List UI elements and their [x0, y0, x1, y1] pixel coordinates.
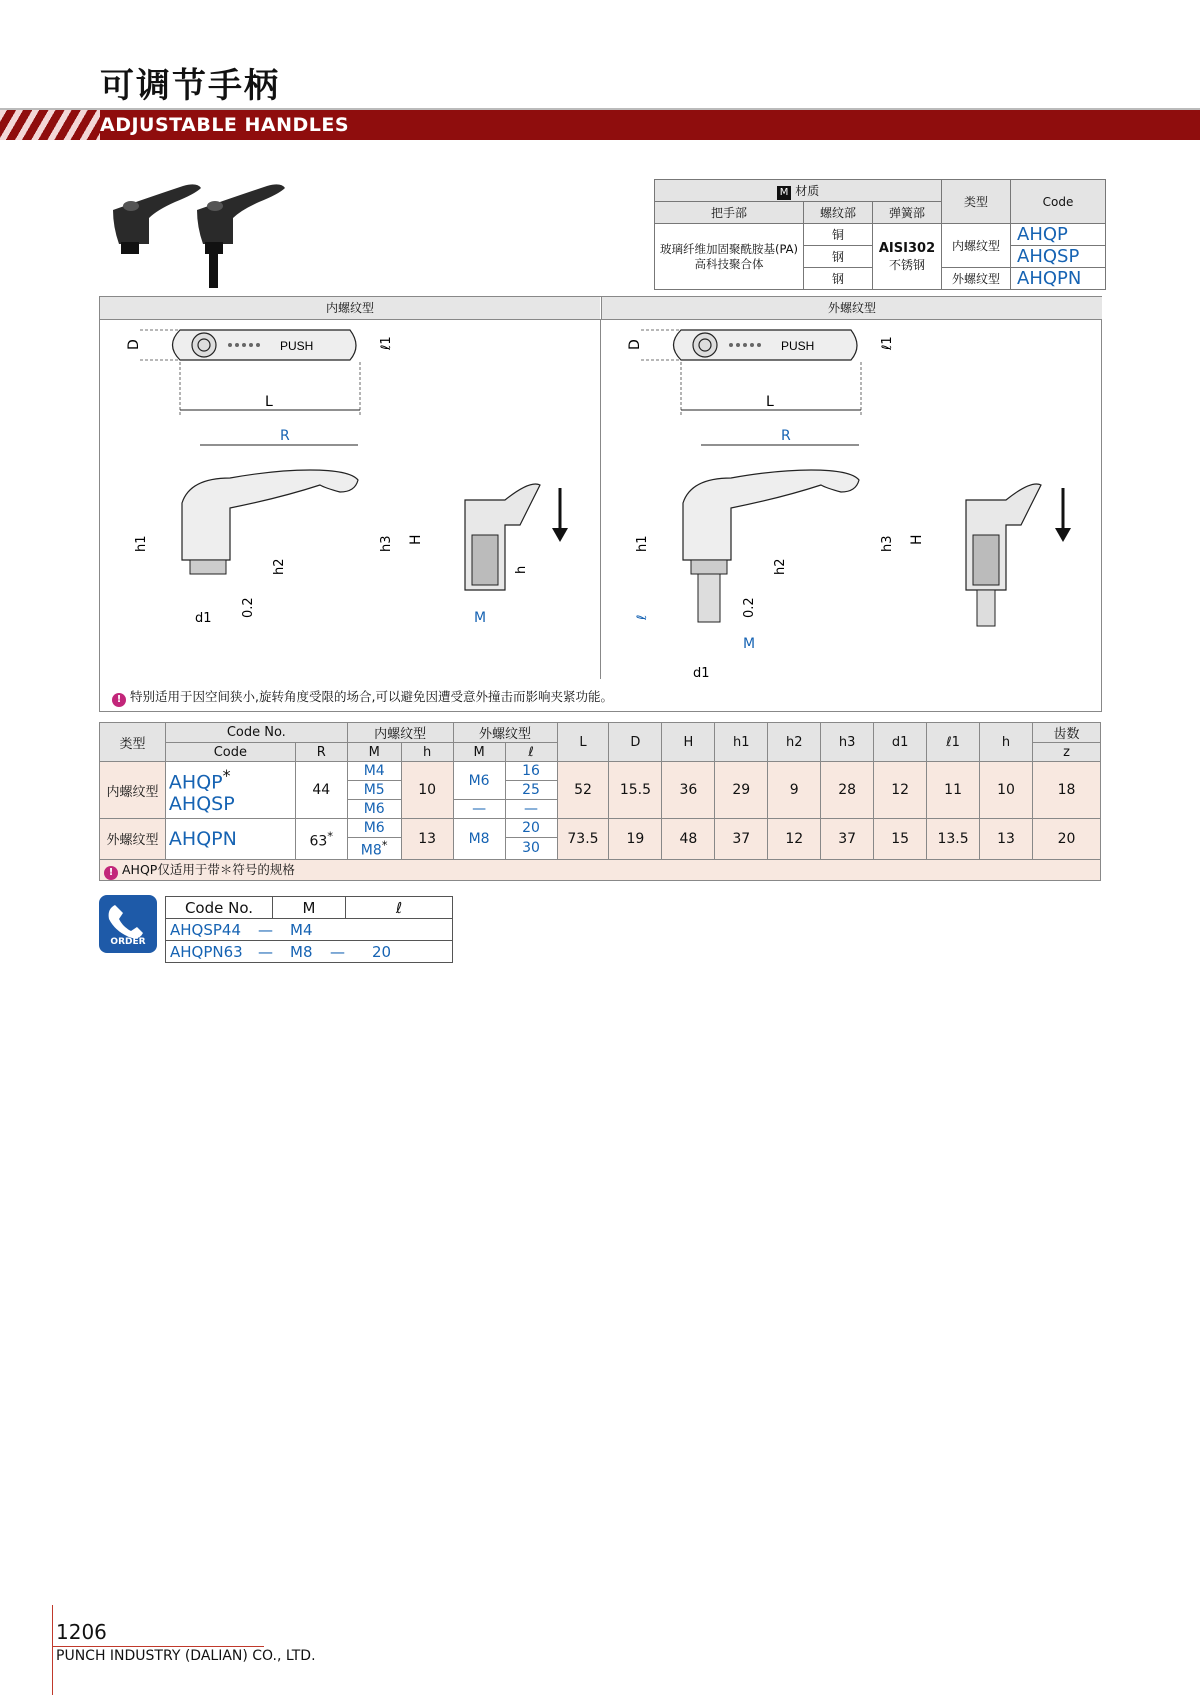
dim-h-left: h	[514, 565, 529, 574]
drawing-title-male: 外螺纹型	[601, 297, 1102, 320]
order-table	[165, 896, 453, 963]
section-insert-right	[973, 535, 999, 585]
drawing-title-female: 内螺纹型	[100, 297, 600, 320]
spec-male-h: 13	[401, 819, 453, 860]
spec-code-ahqpn: AHQPN	[165, 819, 295, 860]
spring-material-grade: AISI302	[878, 240, 936, 256]
spec-header-hh: h	[980, 723, 1033, 762]
order-row-2-code: AHQPN63	[170, 942, 243, 961]
spec-male-R-mark: *	[327, 828, 334, 843]
thread-material-2: 钢	[804, 246, 873, 268]
title-bar-stripes	[0, 110, 100, 140]
spec-female-male-M-0: M6	[453, 762, 505, 800]
spec-female-d1: 12	[874, 762, 927, 819]
dim-D-left: D	[126, 339, 142, 350]
dim-h3-left: h3	[379, 535, 394, 552]
spec-male-l1: 13.5	[927, 819, 980, 860]
spec-code-ahqsp: AHQSP	[168, 793, 235, 816]
thread-material-1: 铜	[804, 224, 873, 246]
spec-male-D: 19	[609, 819, 662, 860]
spec-female-h3: 28	[821, 762, 874, 819]
dim-H-right: H	[909, 534, 925, 545]
spec-header-male-l: ℓ	[505, 743, 557, 762]
spec-header-male: 外螺纹型	[453, 723, 557, 743]
spec-female-R: 44	[295, 762, 347, 819]
spec-female-h: 10	[401, 762, 453, 819]
spec-male-male-l-0: 20	[505, 819, 557, 838]
spec-male-M-1-value: M8	[360, 842, 382, 859]
dim-R-right: R	[781, 428, 791, 444]
dim-l-right: ℓ	[635, 614, 650, 620]
dim-h1-right: h1	[635, 535, 650, 552]
spec-header-teeth: 齿数	[1032, 723, 1100, 743]
spec-header-type: 类型	[100, 723, 166, 762]
spec-header-z: z	[1032, 743, 1100, 762]
drawing-note-text: 特别适用于因空间狭小,旋转角度受限的场合,可以避免因遭受意外撞击而影响夹紧功能。	[130, 689, 613, 704]
spec-header-H: H	[662, 723, 715, 762]
spec-table	[99, 722, 1101, 881]
dim-h2-left: h2	[272, 558, 287, 575]
spec-header-female-h: h	[401, 743, 453, 762]
dim-gap-right: 0.2	[742, 597, 757, 618]
spec-header-female-M: M	[347, 743, 401, 762]
spec-header-l1: ℓ1	[927, 723, 980, 762]
handle-side-right	[683, 470, 859, 560]
spec-female-z: 18	[1032, 762, 1100, 819]
spring-header: 弹簧部	[873, 202, 942, 224]
spec-male-hh: 13	[980, 819, 1033, 860]
spec-male-male-M: M8	[453, 819, 505, 860]
product-photo	[105, 172, 305, 292]
order-header-code: Code No.	[166, 897, 273, 919]
order-header-l: ℓ	[346, 897, 453, 919]
spec-female-L: 52	[557, 762, 609, 819]
dim-d1-right: d1	[693, 666, 710, 681]
spec-header-L: L	[557, 723, 609, 762]
code-ahqpn: AHQPN	[1011, 268, 1106, 290]
spec-male-male-l-1: 30	[505, 838, 557, 860]
spec-female-l1: 11	[927, 762, 980, 819]
push-arrow-right	[1055, 488, 1071, 542]
spec-female-D: 15.5	[609, 762, 662, 819]
order-row-1-M: M4	[290, 920, 313, 939]
spring-material-name: 不锈钢	[888, 257, 925, 272]
type-header: 类型	[942, 180, 1011, 224]
handle-thread-left	[190, 560, 226, 574]
code-ahqsp: AHQSP	[1011, 246, 1106, 268]
spec-female-male-l-0: 16	[505, 762, 557, 781]
order-row-1-code: AHQSP44	[170, 920, 242, 939]
spec-female-M-0: M4	[347, 762, 401, 781]
spec-header-h1: h1	[715, 723, 768, 762]
order-icon	[99, 895, 157, 953]
dim-gap-left: 0.2	[241, 597, 256, 618]
dim-d1-left: d1	[195, 611, 212, 626]
spec-female-h1: 29	[715, 762, 768, 819]
code-header: Code	[1011, 180, 1106, 224]
page-number: 1206	[56, 1620, 107, 1644]
thread-header: 螺纹部	[804, 202, 873, 224]
order-header-M: M	[273, 897, 346, 919]
type-female: 内螺纹型	[942, 224, 1011, 268]
handle-material: 玻璃纤维加固聚酰胺基(PA) 高科技聚合体	[655, 224, 804, 290]
push-arrow-left	[552, 488, 568, 542]
push-label-left: PUSH	[280, 339, 314, 353]
type-male: 外螺纹型	[942, 268, 1011, 290]
spec-header-h2: h2	[768, 723, 821, 762]
order-row-2-M: M8	[290, 942, 313, 961]
spec-header-code: Code	[165, 743, 295, 762]
material-badge: M	[777, 186, 792, 200]
male-thread-drawing	[601, 320, 1099, 690]
dim-l1-right: ℓ1	[880, 336, 895, 350]
dim-D-right: D	[627, 339, 643, 350]
order-row-1-dash: —	[258, 920, 273, 939]
spec-header-female: 内螺纹型	[347, 723, 453, 743]
spec-header-h3: h3	[821, 723, 874, 762]
female-thread-drawing	[100, 320, 598, 690]
spec-male-M-1	[347, 838, 401, 860]
spec-male-L: 73.5	[557, 819, 609, 860]
spec-female-hh: 10	[980, 762, 1033, 819]
spec-female-male-l-2: —	[505, 800, 557, 819]
order-row-2-dash1: —	[258, 942, 273, 961]
spec-female-codes	[165, 762, 295, 819]
spec-male-M-0: M6	[347, 819, 401, 838]
spec-header-male-M: M	[453, 743, 505, 762]
dim-h3-right: h3	[880, 535, 895, 552]
spec-male-R	[295, 819, 347, 860]
footer-rule-horizontal	[52, 1646, 264, 1647]
spec-header-d1: d1	[874, 723, 927, 762]
spec-header-D: D	[609, 723, 662, 762]
dim-H-left: H	[408, 534, 424, 545]
spec-female-H: 36	[662, 762, 715, 819]
spec-code-ahqp-mark: *	[222, 765, 231, 785]
code-ahqp: AHQP	[1011, 224, 1106, 246]
order-row-2	[166, 941, 453, 963]
dim-R-left: R	[280, 428, 290, 444]
footer-rule-vertical	[52, 1605, 53, 1695]
thread-material-3: 钢	[804, 268, 873, 290]
section-insert-left	[472, 535, 498, 585]
order-row-2-dash2: —	[330, 942, 345, 961]
order-icon-label: ORDER	[110, 937, 146, 947]
info-icon: !	[112, 693, 126, 707]
spec-male-d1: 15	[874, 819, 927, 860]
footnote-info-icon: !	[104, 866, 118, 880]
spec-female-M-2: M6	[347, 800, 401, 819]
handle-collar-right	[691, 560, 727, 574]
dim-L-right: L	[766, 394, 774, 410]
spec-female-male-M-1: —	[453, 800, 505, 819]
dim-M-right: M	[743, 636, 756, 652]
section-bolt-right	[977, 590, 995, 626]
material-table	[654, 179, 1106, 290]
handle-header: 把手部	[655, 202, 804, 224]
company-name: PUNCH INDUSTRY (DALIAN) CO., LTD.	[56, 1648, 316, 1664]
spec-header-R: R	[295, 743, 347, 762]
order-row-2-l: 20	[372, 942, 392, 961]
dim-M-left: M	[474, 610, 487, 626]
spec-male-h3: 37	[821, 819, 874, 860]
dim-l1-left: ℓ1	[379, 336, 394, 350]
spec-female-M-1: M5	[347, 781, 401, 800]
push-label-right: PUSH	[781, 339, 815, 353]
spec-female-male-l-1: 25	[505, 781, 557, 800]
spring-material	[873, 224, 942, 290]
handle-side-left	[182, 470, 358, 560]
page-title-en: ADJUSTABLE HANDLES	[100, 114, 350, 136]
spec-male-H: 48	[662, 819, 715, 860]
spec-footnote-text: AHQP仅适用于带＊符号的规格	[122, 861, 295, 877]
order-row-1	[166, 919, 453, 941]
handle-bolt-right	[698, 574, 720, 622]
page-title-zh: 可调节手柄	[100, 66, 280, 106]
spec-footnote	[100, 859, 1101, 880]
dim-h1-left: h1	[134, 535, 149, 552]
spec-male-z: 20	[1032, 819, 1100, 860]
material-label: 材质	[795, 183, 820, 198]
spec-male-h2: 12	[768, 819, 821, 860]
spec-male-h1: 37	[715, 819, 768, 860]
drawing-note	[112, 687, 613, 707]
dim-L-left: L	[265, 394, 273, 410]
spec-header-code-no: Code No.	[165, 723, 347, 743]
spec-male-M-1-mark: *	[381, 838, 388, 852]
spec-male-type: 外螺纹型	[100, 819, 166, 860]
spec-male-R-value: 63	[309, 833, 328, 850]
material-header	[655, 180, 942, 202]
spec-female-type: 内螺纹型	[100, 762, 166, 819]
dim-h2-right: h2	[773, 558, 788, 575]
spec-code-ahqp: AHQP	[168, 771, 223, 794]
spec-female-h2: 9	[768, 762, 821, 819]
